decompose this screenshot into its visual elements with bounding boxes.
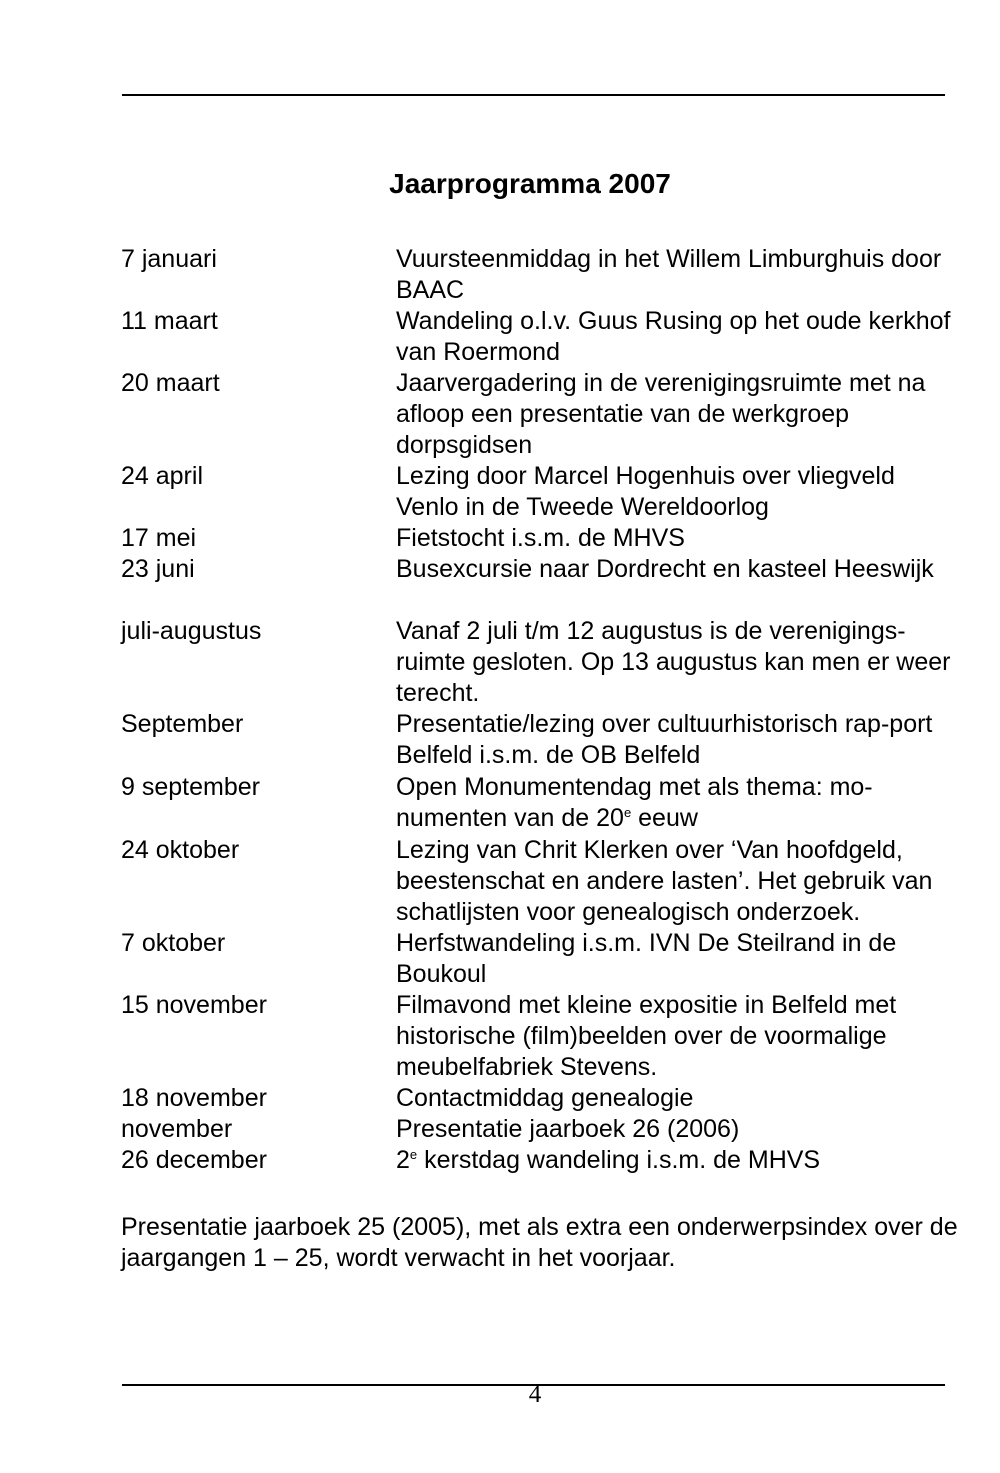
entry-description: Vuursteenmiddag in het Willem Limburghuis door BAAC — [396, 245, 942, 304]
page-title: Jaarprogramma 2007 — [389, 168, 671, 199]
program-entry — [121, 244, 951, 306]
entry-date: 18 november — [121, 1084, 267, 1112]
entry-description: Herfstwandeling i.s.m. IVN De Steilrand in de Boukoul — [396, 929, 897, 988]
ordinal-superscript: e — [623, 805, 632, 820]
program-entry — [121, 616, 951, 709]
entry-description: Lezing door Marcel Hogenhuis over vliegveld Venlo in de Tweede Wereldoorlog — [396, 462, 895, 521]
entry-description: Fietstocht i.s.m. de MHVS — [396, 524, 685, 552]
entry-date: 20 maart — [121, 369, 220, 397]
entry-description: Lezing van Chrit Klerken over ‘Van hoofdgeld, beestenschat en andere lasten’. Het gebruik van schatlijsten voor genealogisch onderzoek. — [396, 836, 933, 926]
entry-description: Filmavond met kleine expositie in Belfeld met historische (film)beelden over de voormalige meubelfabriek Stevens. — [396, 991, 897, 1081]
program-entry — [121, 1083, 951, 1114]
program-entry — [121, 709, 951, 772]
page-number-text: 4 — [528, 1381, 542, 1408]
entry-description-text: Open Monumentendag met als thema: mo-numenten van de 20 — [396, 773, 873, 832]
entry-date: juli-augustus — [121, 617, 262, 645]
entry-date: 24 april — [121, 462, 203, 490]
entry-description: Jaarvergadering in de verenigingsruimte met na afloop een presentatie van de werkgroep dorpsgidsen — [396, 369, 926, 459]
entry-description: Contactmiddag genealogie — [396, 1084, 694, 1112]
entry-description: Vanaf 2 juli t/m 12 augustus is de verenigings-ruimte gesloten. Op 13 augustus kan men er weer terecht. — [396, 617, 951, 707]
program-list — [121, 244, 951, 1176]
entry-description-text: eeuw — [631, 804, 698, 832]
entry-date: 11 maart — [121, 307, 218, 335]
program-entry — [121, 990, 951, 1083]
program-entry — [121, 928, 951, 990]
entry-date: September — [121, 710, 244, 738]
program-entry — [121, 1145, 951, 1176]
entry-date: 7 oktober — [121, 929, 226, 957]
entry-description-text: 2 — [396, 1146, 410, 1174]
entry-date: 23 juni — [121, 555, 195, 583]
entry-date: 24 oktober — [121, 836, 240, 864]
entry-description: Busexcursie naar Dordrecht en kasteel Heeswijk — [396, 555, 934, 583]
program-entry — [121, 306, 951, 368]
entry-description-text: kerstdag wandeling i.s.m. de MHVS — [417, 1146, 821, 1174]
entry-date: 9 september — [121, 773, 260, 801]
entry-description — [396, 1145, 951, 1176]
entry-date: november — [121, 1115, 233, 1143]
entry-date: 7 januari — [121, 245, 217, 273]
page-number — [0, 1381, 1000, 1472]
program-entry — [121, 368, 951, 461]
program-entry — [121, 554, 951, 616]
program-entry — [121, 835, 951, 928]
closing-note: Presentatie jaarboek 25 (2005), met als extra een onderwerpsindex over de jaargangen 1 – 25, wordt verwacht in het voorjaar. — [121, 1213, 958, 1272]
program-entry — [121, 772, 951, 835]
program-entry — [121, 1114, 951, 1145]
program-entry — [121, 461, 951, 523]
program-entry — [121, 523, 951, 554]
ordinal-superscript: e — [409, 1147, 418, 1162]
entry-date: 26 december — [121, 1146, 267, 1174]
entry-date: 15 november — [121, 991, 267, 1019]
entry-description — [396, 772, 951, 835]
entry-date: 17 mei — [121, 524, 197, 552]
entry-description: Presentatie/lezing over cultuurhistorisch rap-port Belfeld i.s.m. de OB Belfeld — [396, 710, 933, 769]
entry-description: Wandeling o.l.v. Guus Rusing op het oude kerkhof van Roermond — [396, 307, 951, 366]
entry-description: Presentatie jaarboek 26 (2006) — [396, 1115, 740, 1143]
top-rule — [122, 94, 945, 96]
